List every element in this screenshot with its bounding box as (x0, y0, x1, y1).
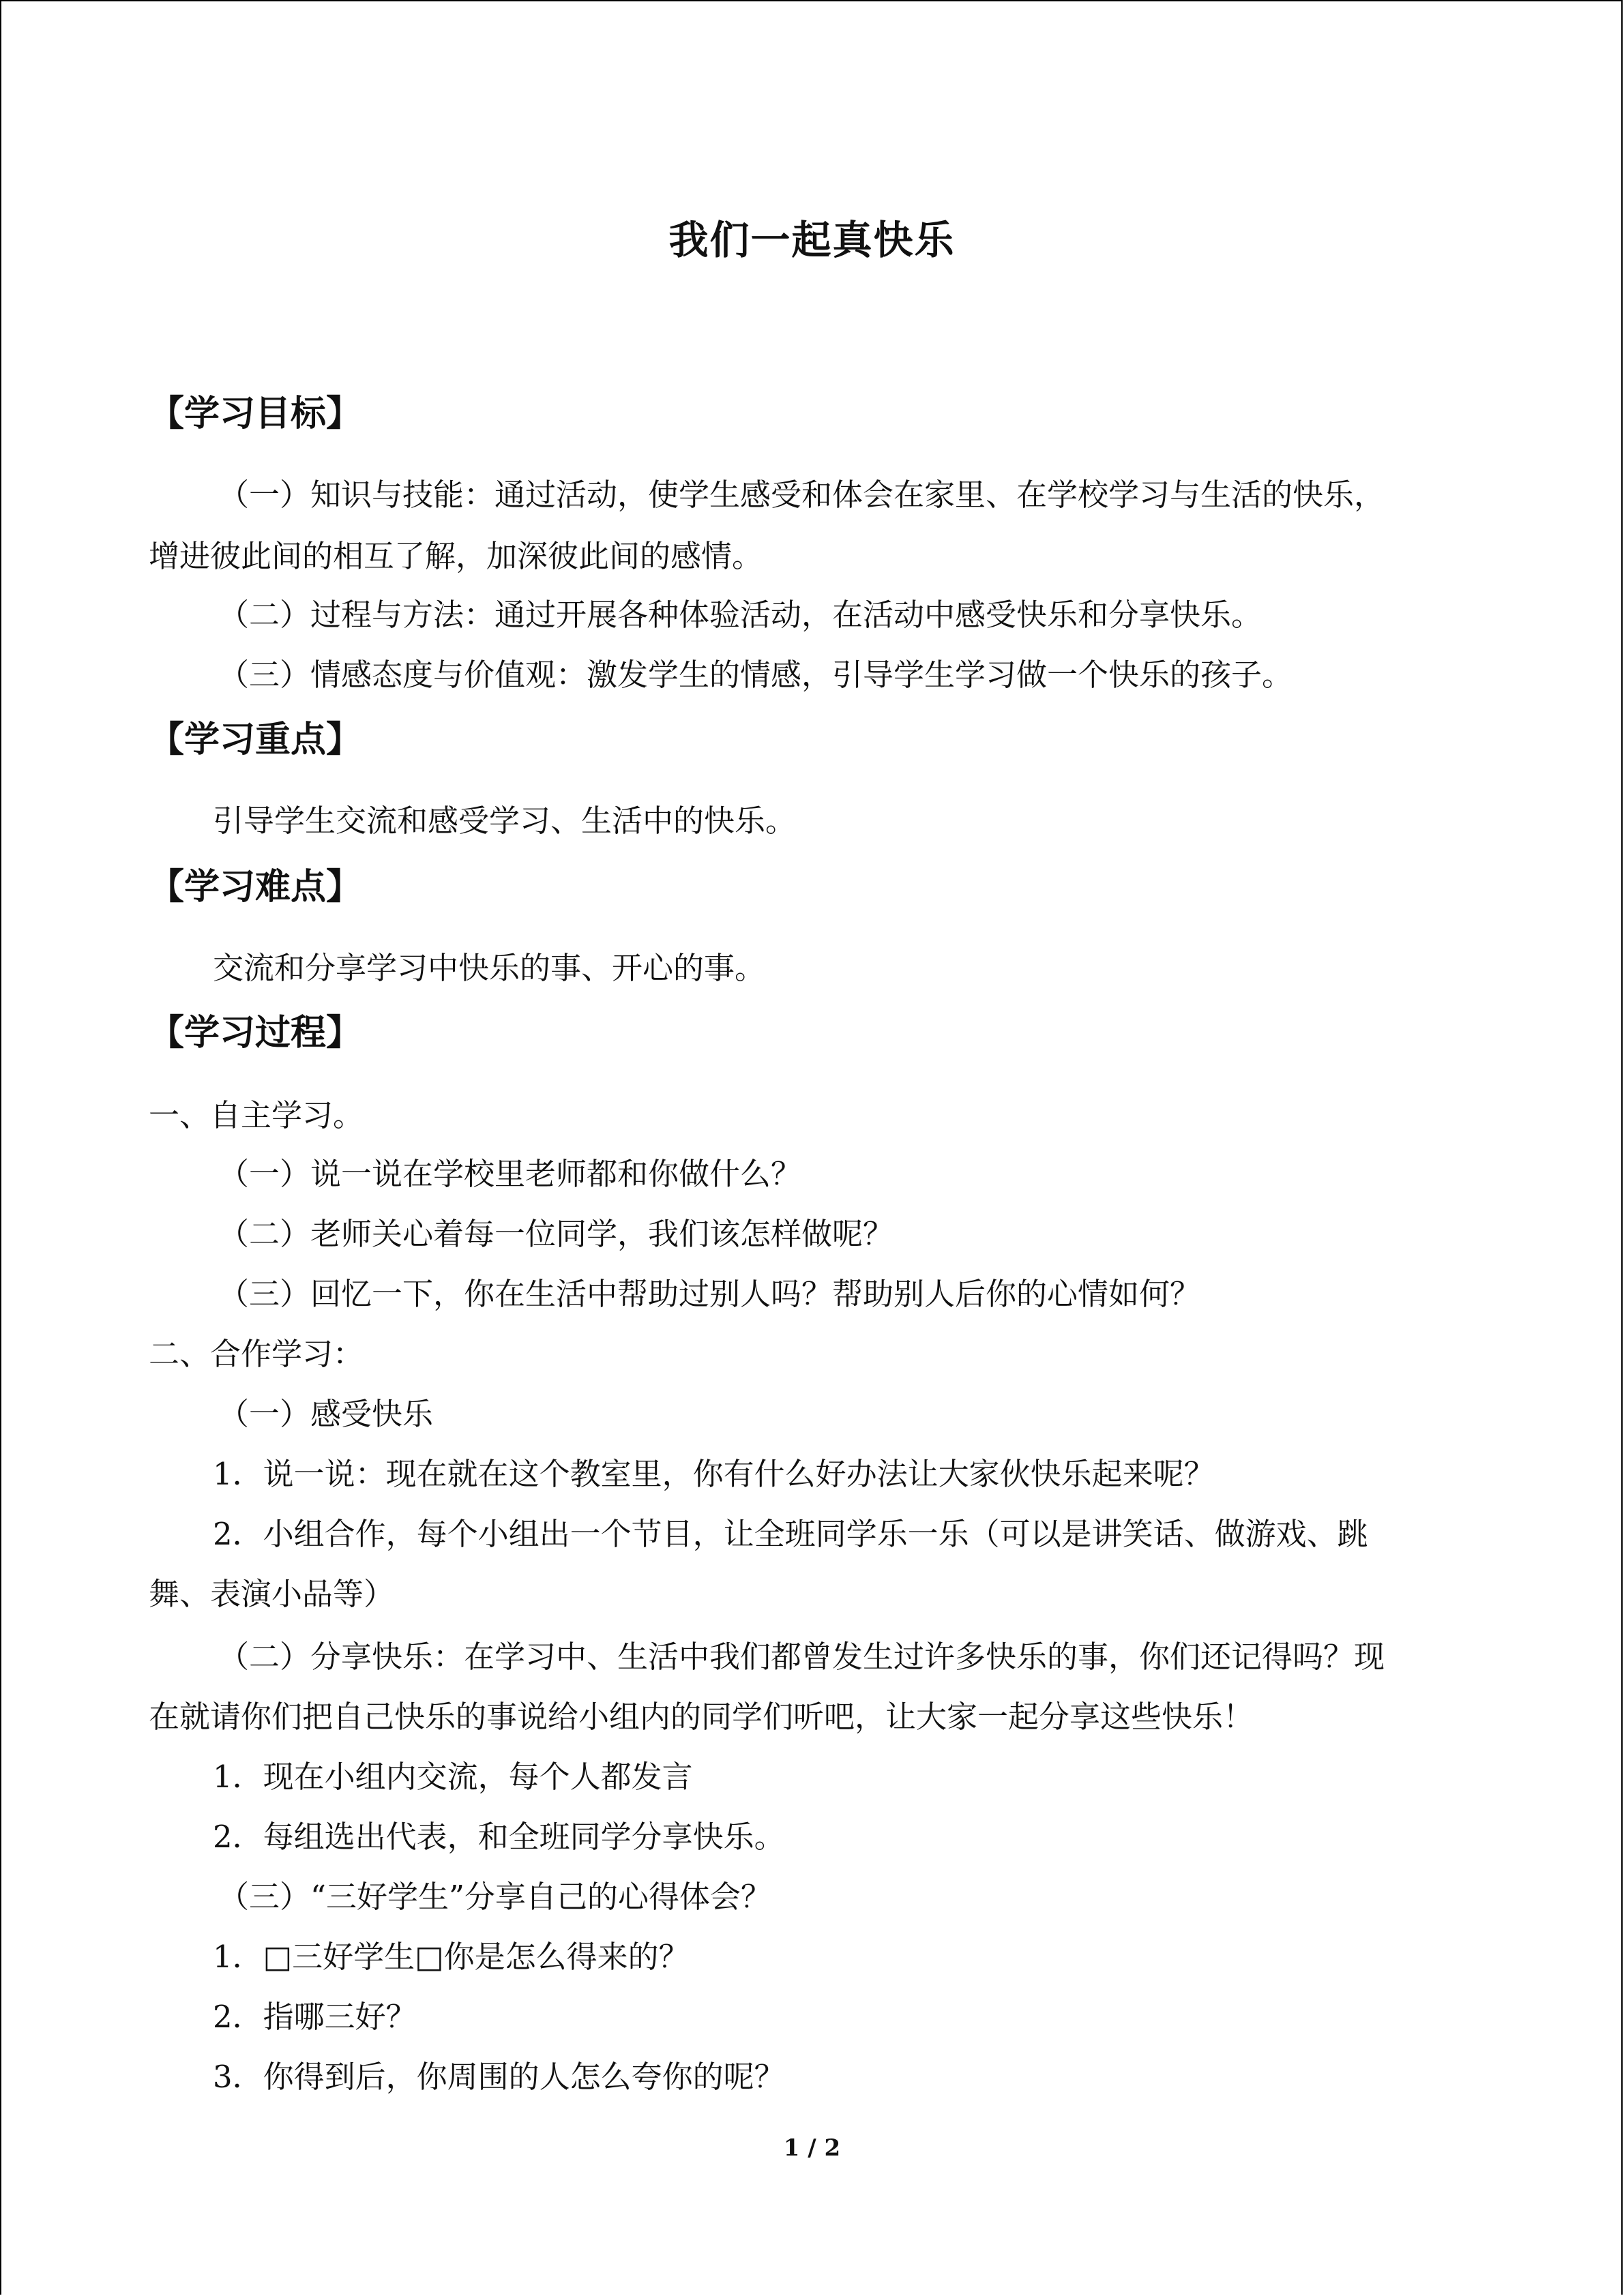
process-line: （二）老师关心着每一位同学，我们该怎样做呢？ (218, 1216, 894, 1252)
heading-difficulties: 【学习难点】 (149, 866, 362, 908)
process-line: 二、合作学习： (149, 1336, 364, 1372)
process-line: （二）分享快乐：在学习中、生活中我们都曾发生过许多快乐的事，你们还记得吗？现 (218, 1639, 1385, 1675)
objective-line: 增进彼此间的相互了解，加深彼此间的感情。 (149, 538, 763, 574)
process-line: 1．现在小组内交流，每个人都发言 (213, 1759, 693, 1795)
process-line: 2．小组合作，每个小组出一个节目，让全班同学乐一乐（可以是讲笑话、做游戏、跳 (213, 1516, 1368, 1552)
process-line: 3．你得到后，你周围的人怎么夸你的呢？ (213, 2059, 785, 2095)
process-line: 在就请你们把自己快乐的事说给小组内的同学们听吧，让大家一起分享这些快乐！ (149, 1699, 1254, 1735)
heading-objectives: 【学习目标】 (149, 393, 362, 434)
process-line: 2．指哪三好？ (213, 1999, 417, 2035)
process-line: 1．□三好学生□你是怎么得来的？ (213, 1939, 690, 1975)
process-line: 舞、表演小品等） (149, 1576, 395, 1612)
process-line: （三）“三好学生”分享自己的心得体会？ (218, 1879, 772, 1915)
page-title: 我们一起真快乐 (668, 217, 956, 263)
page-number: 1 / 2 (783, 2134, 841, 2162)
process-line: （三）回忆一下，你在生活中帮助过别人吗？帮助别人后你的心情如何？ (218, 1276, 1201, 1312)
key-points-text: 引导学生交流和感受学习、生活中的快乐。 (213, 803, 797, 839)
process-line: 2．每组选出代表，和全班同学分享快乐。 (213, 1819, 785, 1855)
heading-process: 【学习过程】 (149, 1012, 362, 1054)
process-line: （一）感受快乐 (218, 1396, 434, 1432)
process-line: （一）说一说在学校里老师都和你做什么？ (218, 1156, 802, 1192)
objective-line: （一）知识与技能：通过活动，使学生感受和体会在家里、在学校学习与生活的快乐， (218, 477, 1385, 513)
difficulties-text: 交流和分享学习中快乐的事、开心的事。 (213, 950, 766, 986)
heading-key-points: 【学习重点】 (149, 719, 362, 760)
objective-line: （三）情感态度与价值观：激发学生的情感，引导学生学习做一个快乐的孩子。 (218, 657, 1293, 693)
process-line: 1．说一说：现在就在这个教室里，你有什么好办法让大家伙快乐起来呢？ (213, 1456, 1215, 1492)
process-line: 一、自主学习。 (149, 1097, 364, 1133)
objective-line: （二）过程与方法：通过开展各种体验活动，在活动中感受快乐和分享快乐。 (218, 597, 1263, 633)
